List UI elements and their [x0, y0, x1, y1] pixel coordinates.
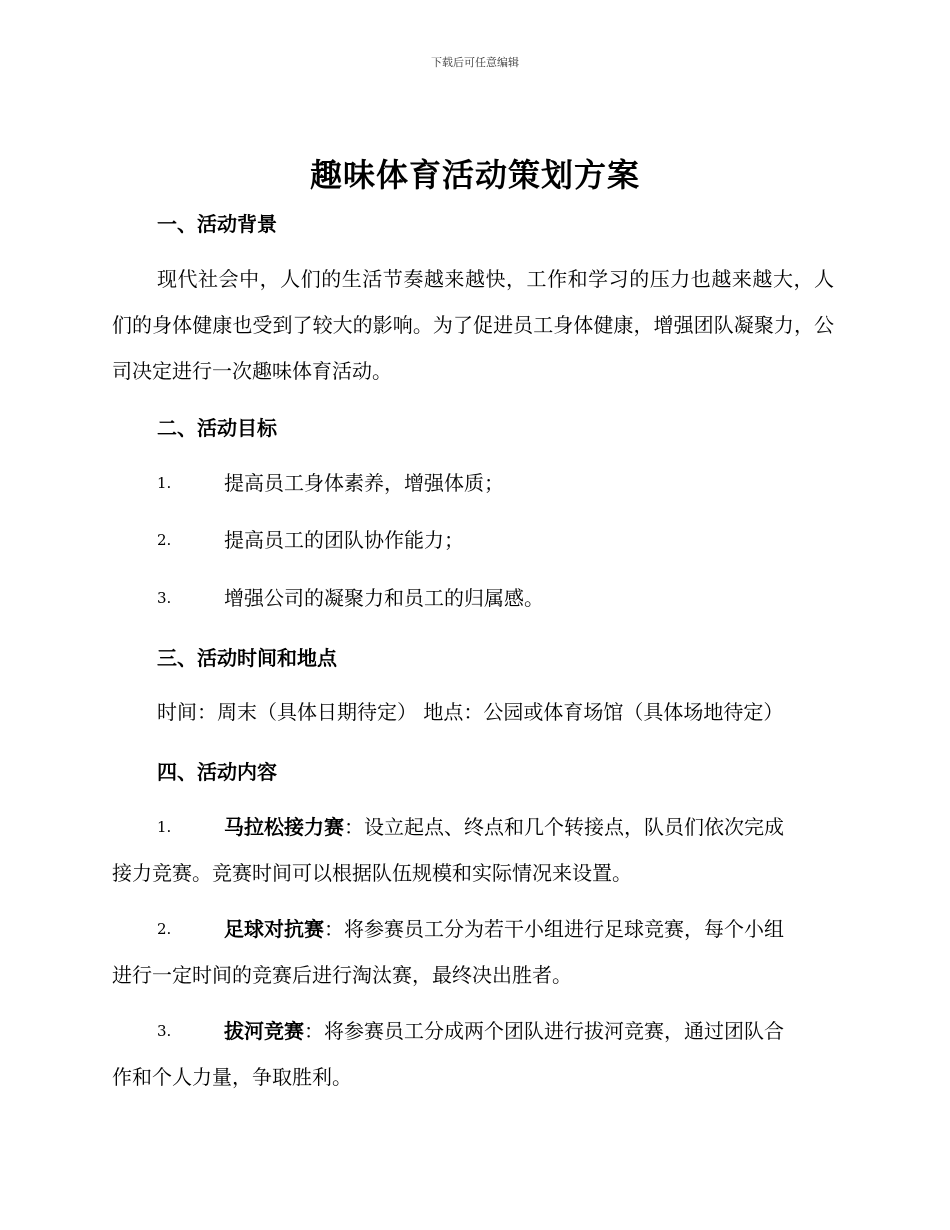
goal-item-3	[112, 575, 834, 621]
section-heading-time-place: 三、活动时间和地点	[157, 646, 337, 670]
section-heading-content: 四、活动内容	[157, 760, 277, 784]
goal-text: 提高员工的团队协作能力；	[224, 528, 464, 552]
background-paragraph	[112, 256, 834, 394]
header-note: 下载后可任意编辑	[431, 56, 519, 69]
content-item-2	[112, 906, 834, 998]
activity-desc-rest: 进行一定时间的竞赛后进行淘汰赛，最终决出胜者。	[112, 963, 572, 987]
background-paragraph-line1: 现代社会中，人们的生活节奏越来越快，工作和学习的压力也越来越	[157, 267, 773, 291]
activity-name: 拔河竞赛	[224, 1019, 304, 1043]
content-item-1	[112, 804, 834, 896]
activity-desc-line1: ：将参赛员工分成两个团队进行拔河竞赛，通过团队合	[304, 1019, 784, 1043]
activity-desc-rest: 接力竞赛。竞赛时间可以根据队伍规模和实际情况来设置。	[112, 861, 632, 885]
section-heading-background: 一、活动背景	[157, 212, 277, 236]
section-heading-goals: 二、活动目标	[157, 416, 277, 440]
activity-name: 足球对抗赛	[224, 917, 324, 941]
content-item-3	[112, 1008, 834, 1100]
activity-desc-line1: ：将参赛员工分为若干小组进行足球竞赛，每个小组	[324, 917, 784, 941]
list-number: 1.	[157, 474, 172, 492]
activity-desc-rest: 作和个人力量，争取胜利。	[112, 1065, 352, 1089]
list-number: 1.	[157, 818, 172, 836]
list-number: 3.	[157, 589, 172, 607]
goal-item-2	[112, 517, 834, 563]
time-place-text: 时间：周末（具体日期待定） 地点：公园或体育场馆（具体场地待定）	[157, 700, 784, 724]
background-paragraph-rest: 大，人们的身体健康也受到了较大的影响。为了促进员工身体健康，增强团队凝聚力，公司决定进行一次趣味体育活动。	[112, 267, 834, 383]
activity-name: 马拉松接力赛	[224, 815, 344, 839]
list-number: 2.	[157, 920, 172, 938]
list-number: 3.	[157, 1022, 172, 1040]
activity-desc-line1: ：设立起点、终点和几个转接点，队员们依次完成	[344, 815, 784, 839]
list-number: 2.	[157, 531, 172, 549]
goal-item-1	[112, 460, 834, 506]
document-title: 趣味体育活动策划方案	[309, 156, 640, 194]
goal-text: 提高员工身体素养，增强体质；	[224, 471, 504, 495]
goal-text: 增强公司的凝聚力和员工的归属感。	[224, 586, 544, 610]
